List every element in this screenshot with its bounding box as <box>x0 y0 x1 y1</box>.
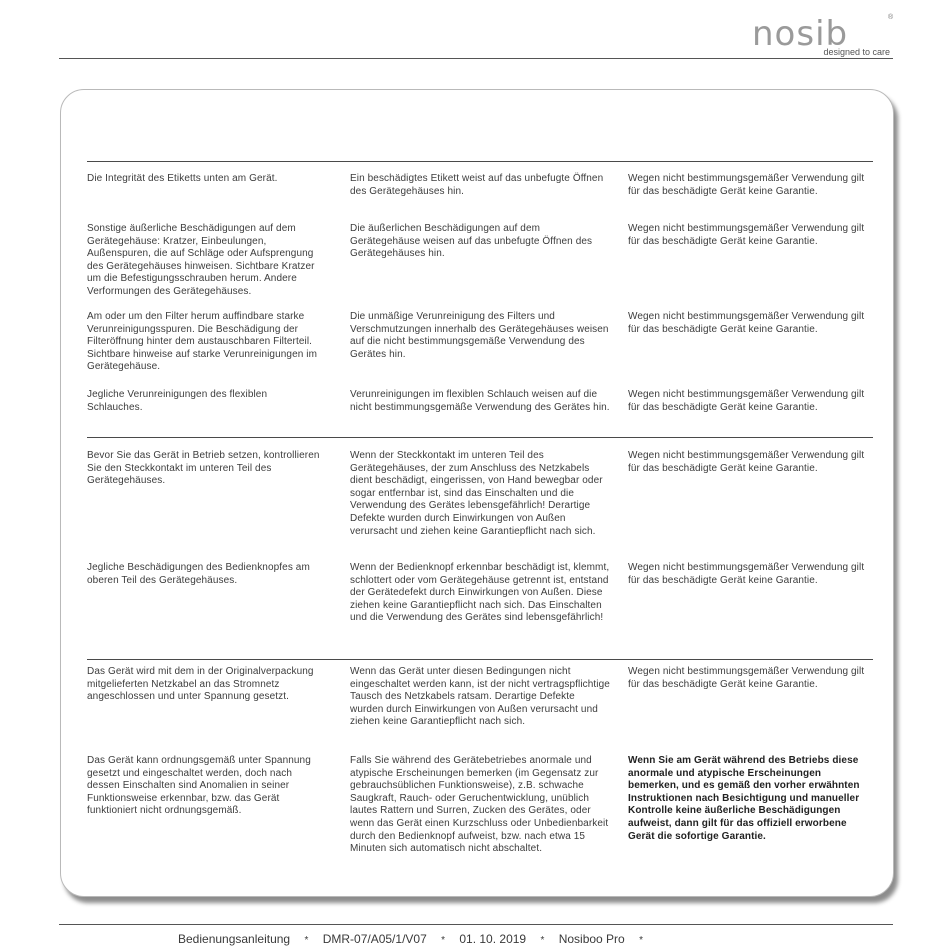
check-item: Das Gerät wird mit dem in der Originalverpackung mitgelieferten Netzkabel an das Stromnetz angeschlossen und unter Spannung gesetzt. <box>87 666 314 703</box>
check-explanation: Wenn der Bedienknopf erkennbar beschädigt ist, klemmt, schlottert oder vom Gerätegehäuse getrennt ist, entstand der Gerätedefekt durch Einwirkungen von Außen. Diese ziehen keine Garantiepflicht nach sich. Das Einschalten und die Verwendung des Gerätes sind lebensgefährlich! <box>350 562 610 624</box>
brand-logo <box>752 14 892 58</box>
group-divider <box>87 659 873 660</box>
warranty-result: Wenn Sie am Gerät während des Betriebs diese anormale und atypische Erscheinungen bemerken, und es gemäß den vorher erwähnten Instruktionen nach Besichtigung und manueller Kontrolle keine äußerliche Beschädigungen aufweist, dann gilt für das offiziell erworbene Gerät die sofortige Garantie. <box>628 755 860 842</box>
group-divider <box>87 161 873 162</box>
footer-separator: * <box>441 935 446 946</box>
warranty-result: Wegen nicht bestimmungsgemäßer Verwendung gilt für das beschädigte Gerät keine Garantie. <box>628 311 865 335</box>
footer-date: 01. 10. 2019 <box>459 932 527 946</box>
check-explanation: Die unmäßige Verunreinigung des Filters und Verschmutzungen innerhalb des Gerätegehäuses weisen auf die nicht bestimmungsgemäße Verwendung des Gerätes hin. <box>350 311 609 360</box>
footer-doc-code: DMR-07/A05/1/V07 <box>322 932 427 946</box>
footer-product: Nosiboo Pro <box>558 932 625 946</box>
footer-separator: * <box>540 935 545 946</box>
check-explanation: Ein beschädigtes Etikett weist auf das unbefugte Öffnen des Gerätegehäuses hin. <box>350 173 604 197</box>
header-rule <box>59 58 893 59</box>
page-footer <box>178 932 654 946</box>
warranty-result: Wegen nicht bestimmungsgemäßer Verwendung gilt für das beschädigte Gerät keine Garantie. <box>628 562 865 586</box>
check-explanation: Falls Sie während des Gerätebetriebes anormale und atypische Erscheinungen bemerken (im Gegensatz zur gebrauchsüblichen Funktionsweise), z.B. schwache Saugkraft, Rauch- oder Geruchentwicklung, unüblich lautes Rattern und Surren, Zucken des Gerätes, oder wenn das Gerät einen Kurzschluss oder Unbedienbarkeit durch den Bedienknopf aufweist, bzw. nach etwa 15 Minuten sich automatisch nicht abschaltet. <box>350 755 609 855</box>
warranty-result: Wegen nicht bestimmungsgemäßer Verwendung gilt für das beschädigte Gerät keine Garantie. <box>628 666 865 690</box>
check-item: Die Integrität des Etiketts unten am Gerät. <box>87 173 278 184</box>
warranty-result: Wegen nicht bestimmungsgemäßer Verwendung gilt für das beschädigte Gerät keine Garantie. <box>628 389 865 413</box>
check-explanation: Die äußerlichen Beschädigungen auf dem Gerätegehäuse weisen auf das unbefugte Öffnen des Gerätegehäuses hin. <box>350 223 593 260</box>
warranty-result: Wegen nicht bestimmungsgemäßer Verwendung gilt für das beschädigte Gerät keine Garantie. <box>628 173 865 197</box>
footer-doc-title: Bedienungsanleitung <box>178 932 291 946</box>
footer-rule <box>59 924 893 925</box>
check-item: Sonstige äußerliche Beschädigungen auf dem Gerätegehäuse: Kratzer, Einbeulungen, Außenspuren, die auf Schläge oder Aufsprengung des Gerätegehäuses hinweisen. Sichtbare Kratzer um die Befestigungsschrauben herum. Andere Verformungen des Gerätegehäuses. <box>87 223 315 297</box>
group-divider <box>87 437 873 438</box>
check-item: Jegliche Verunreinigungen des flexiblen Schlauches. <box>87 389 268 413</box>
check-item: Bevor Sie das Gerät in Betrieb setzen, kontrollieren Sie den Steckkontakt im unteren Teil des Gerätegehäuses. <box>87 450 320 487</box>
logo-tagline: designed to care <box>823 47 890 57</box>
footer-separator: * <box>639 935 643 946</box>
check-explanation: Verunreinigungen im flexiblen Schlauch weisen auf die nicht bestimmungsgemäße Verwendung des Gerätes hin. <box>350 389 610 413</box>
check-explanation: Wenn der Steckkontakt im unteren Teil des Gerätegehäuses, der zum Anschluss des Netzkabels dient beschädigt, eingerissen, von Hand bewegbar oder sogar entfernbar ist, sind das Einschalten und die Verwendung des Gerätes lebensgefährlich! Derartige Defekte wurden durch Einwirkungen von Außen verursacht und ziehen keine Garantiepflicht nach sich. <box>350 450 603 537</box>
check-explanation: Wenn das Gerät unter diesen Bedingungen nicht eingeschaltet werden kann, ist der nicht vertragspflichtige Tausch des Netzkabels ratsam. Derartige Defekte wurden durch Einwirkungen von Außen verursacht und ziehen keine Garantiepflicht nach sich. <box>350 666 610 728</box>
warranty-result: Wegen nicht bestimmungsgemäßer Verwendung gilt für das beschädigte Gerät keine Garantie. <box>628 450 865 474</box>
warranty-result: Wegen nicht bestimmungsgemäßer Verwendung gilt für das beschädigte Gerät keine Garantie. <box>628 223 865 247</box>
check-item: Am oder um den Filter herum auffindbare starke Verunreinigungsspuren. Die Beschädigung der Filteröffnung hinter dem austauschbaren Filterteil. Sichtbare hinweise auf starke Verunreinigungen im Gerätegehäuse. <box>87 311 318 373</box>
logo-wordmark: nosib <box>752 14 849 54</box>
check-item: Das Gerät kann ordnungsgemäß unter Spannung gesetzt und eingeschaltet werden, doch nach dessen Einschalten sind Anomalien in seiner Funktionsweise erkennbar, bzw. das Gerät funktioniert nicht ordnungsgemäß. <box>87 755 311 817</box>
registered-mark: ® <box>888 14 894 21</box>
footer-separator: * <box>304 935 309 946</box>
check-item: Jegliche Beschädigungen des Bedienknopfes am oberen Teil des Gerätegehäuses. <box>87 562 310 586</box>
